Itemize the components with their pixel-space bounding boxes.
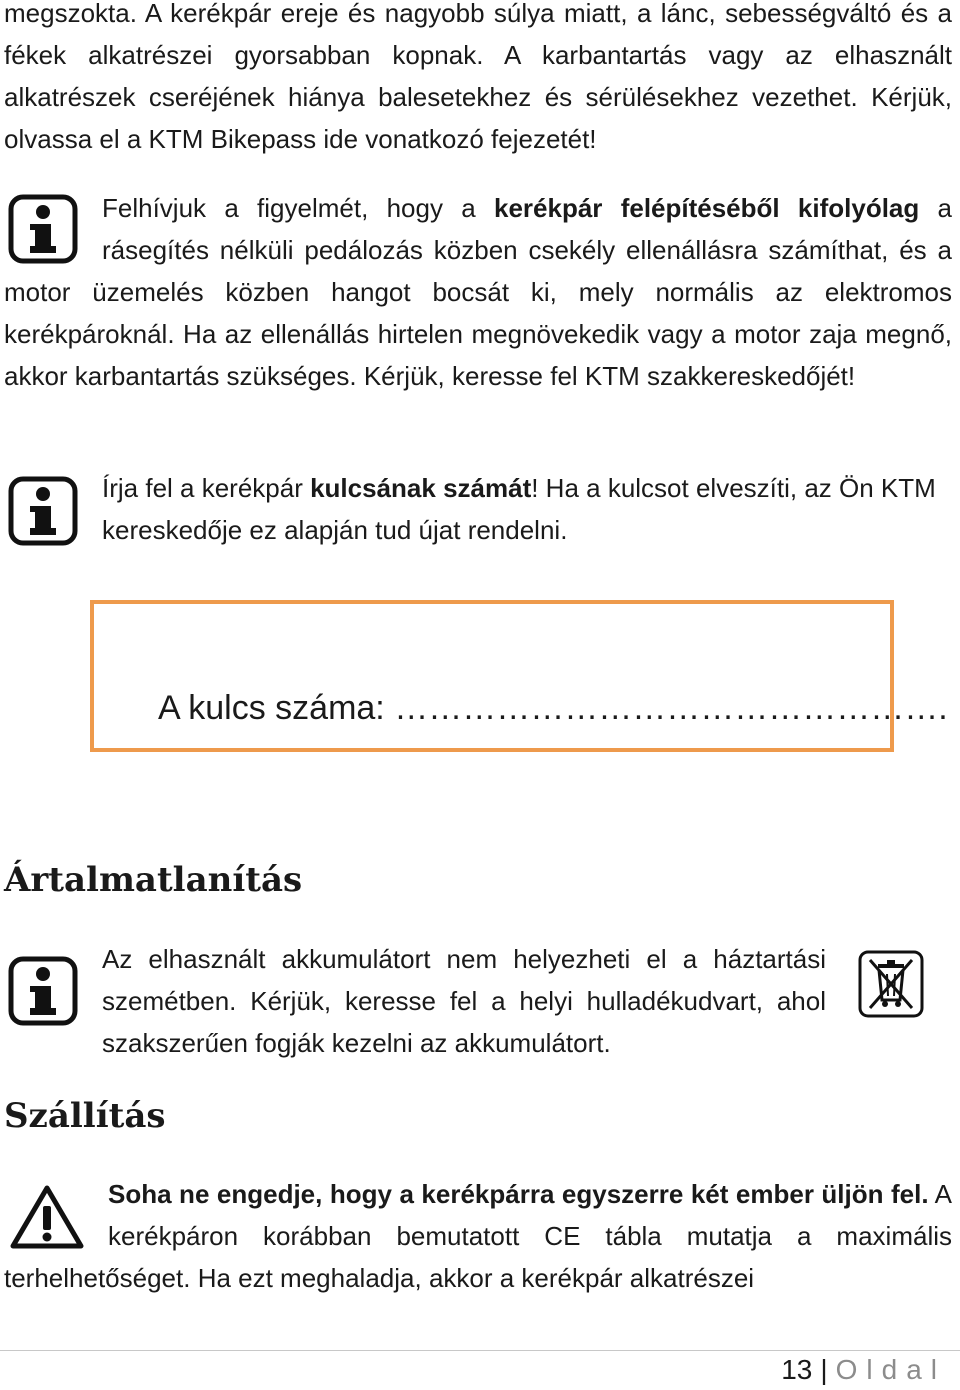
page-label: Oldal (835, 1354, 946, 1385)
key-number-line (158, 688, 948, 728)
transport-text-bold: Soha ne engedje, hogy a kerékpárra egyszerre két ember üljön fel. (108, 1179, 929, 1209)
intro-paragraph: megszokta. A kerékpár ereje és nagyobb súlya miatt, a lánc, sebességváltó és a fékek alkatrészei gyorsabban kopnak. A karbantartás vagy az elhasznált alkatrészek cseréjének hiánya balesetekhez és sérülésekhez vezethet. Kérjük, olvassa el a KTM Bikepass ide vonatkozó fejezetét! (4, 0, 952, 154)
noise-text-post: a rásegítés nélküli pedálozás közben csekély ellenállásra számíthat, és a motor üzemelés közben hangot bocsát ki, mely normális az elektromos kerékpároknál. Ha az ellenállás hirtelen megnövekedik vagy a motor zaja megnő, akkor karbantartás szükséges. Kérjük, keresse fel KTM szakkereskedőjét! (4, 193, 953, 391)
transport-paragraph (4, 1173, 952, 1299)
transport-heading: Szállítás (4, 1096, 166, 1136)
transport-text-post: A kerékpáron korábban bemutatott CE tábla mutatja a maximális terhelhetőséget. Ha ezt meghaladja, akkor a kerékpár alkatrészei (4, 1179, 952, 1293)
key-number-blank: …………………………………………. (394, 689, 948, 727)
motor-noise-paragraph (4, 187, 952, 397)
disposal-paragraph: Az elhasznált akkumulátort nem helyezheti el a háztartási szemétben. Kérjük, keresse fel a helyi hulladékudvart, ahol szakszerűen fogják kezelni az akkumulátort. (102, 944, 826, 1058)
key-text-bold: kulcsának számát (310, 473, 532, 503)
key-text-pre: Írja fel a kerékpár (102, 473, 311, 503)
key-text-post: ! Ha a kulcsot elveszíti, az Ön KTM kereskedője ez alapján tud újat rendelni. (102, 473, 936, 545)
noise-text-pre: Felhívjuk a figyelmét, hogy a (102, 193, 494, 223)
info-icon (8, 476, 78, 546)
key-number-paragraph (102, 467, 952, 551)
disposal-heading: Ártalmatlanítás (4, 860, 303, 900)
footer-separator: | (820, 1354, 828, 1385)
page-footer (781, 1352, 946, 1388)
page-number: 13 (781, 1354, 813, 1385)
crossed-bin-icon (858, 950, 924, 1018)
info-icon (8, 956, 78, 1026)
key-number-label: A kulcs száma: (158, 689, 395, 727)
key-number-box (90, 600, 948, 752)
noise-text-bold: kerékpár felépítéséből kifolyólag (494, 193, 920, 223)
footer-divider (0, 1350, 960, 1351)
